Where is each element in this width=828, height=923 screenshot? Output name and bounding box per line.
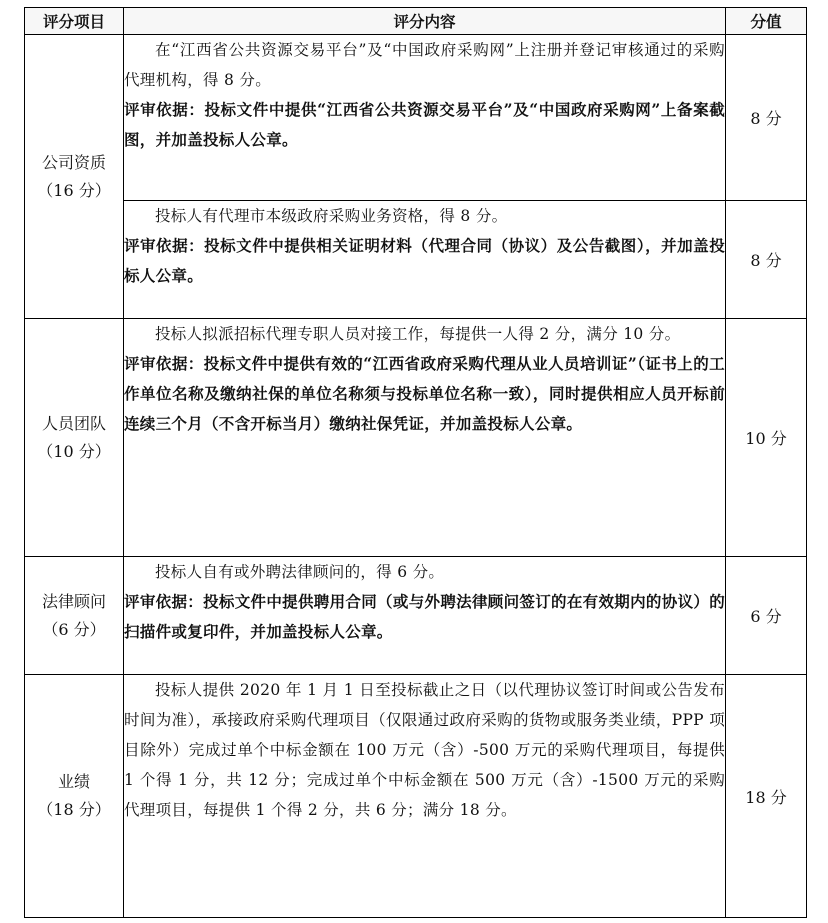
content-cell <box>124 201 726 319</box>
content-text: 投标人拟派招标代理专职人员对接工作，每提供一人得 2 分，满分 10 分。 <box>155 325 681 343</box>
criteria-text: 评审依据：投标文件中提供聘用合同（或与外聘法律顾问签订的在有效期内的协议）的扫描件或复印件，并加盖投标人公章。 <box>124 592 725 641</box>
header-content: 评分内容 <box>124 8 726 35</box>
table-row <box>25 319 807 557</box>
content-text: 投标人提供 2020 年 1 月 1 日至投标截止之日（以代理协议签订时间或公告发布时间为准），承接政府采购代理项目（仅限通过政府采购的货物或服务类业绩，PPP 项目除外）完成过单个中标金额在 100 万元（含）-500 万元的采购代理项目，每提供 1 个得 1 分，共 12 分；完成过单个中标金额在 500 万元（含）-1500 万元的采购代理项目，每提供 1 个得 2 分，共 6 分；满分 18 分。 <box>124 681 725 819</box>
score-cell: 6 分 <box>726 557 807 675</box>
score-cell: 10 分 <box>726 319 807 557</box>
table-row <box>25 557 807 675</box>
item-cell <box>25 675 124 918</box>
item-name: 法律顾问 <box>41 591 106 611</box>
header-row <box>25 8 807 35</box>
item-cell <box>25 319 124 557</box>
item-cell <box>25 557 124 675</box>
score-cell: 18 分 <box>726 675 807 918</box>
item-max-score: （16 分） <box>37 180 111 200</box>
header-item: 评分项目 <box>25 8 124 35</box>
score-cell: 8 分 <box>726 35 807 201</box>
item-cell <box>25 35 124 319</box>
scoring-table <box>24 7 807 918</box>
header-score: 分值 <box>726 8 807 35</box>
criteria-text: 评审依据：投标文件中提供“江西省公共资源交易平台”及“中国政府采购网”上备案截图，并加盖投标人公章。 <box>124 100 725 149</box>
table-row <box>25 201 807 319</box>
item-name: 人员团队 <box>41 413 106 433</box>
criteria-text: 评审依据：投标文件中提供有效的“江西省政府采购代理从业人员培训证”（证书上的工作单位名称及缴纳社保的单位名称须与投标单位名称一致），同时提供相应人员开标前连续三个月（不含开标当月）缴纳社保凭证，并加盖投标人公章。 <box>124 354 725 433</box>
content-text: 在“江西省公共资源交易平台”及“中国政府采购网”上注册并登记审核通过的采购代理机构，得 8 分。 <box>124 41 725 89</box>
content-text: 投标人有代理市本级政府采购业务资格，得 8 分。 <box>155 207 508 225</box>
item-max-score: （18 分） <box>37 800 111 819</box>
item-max-score: （10 分） <box>37 441 111 461</box>
item-name: 业绩 <box>57 772 90 791</box>
score-cell: 8 分 <box>726 201 807 319</box>
content-cell <box>124 35 726 201</box>
content-cell <box>124 675 726 918</box>
table-row <box>25 35 807 201</box>
table-row <box>25 675 807 918</box>
item-name: 公司资质 <box>41 152 106 172</box>
item-max-score: （6 分） <box>42 619 106 639</box>
content-cell <box>124 557 726 675</box>
criteria-text: 评审依据：投标文件中提供相关证明材料（代理合同（协议）及公告截图），并加盖投标人公章。 <box>124 236 725 285</box>
content-cell <box>124 319 726 557</box>
content-text: 投标人自有或外聘法律顾问的，得 6 分。 <box>155 563 445 581</box>
